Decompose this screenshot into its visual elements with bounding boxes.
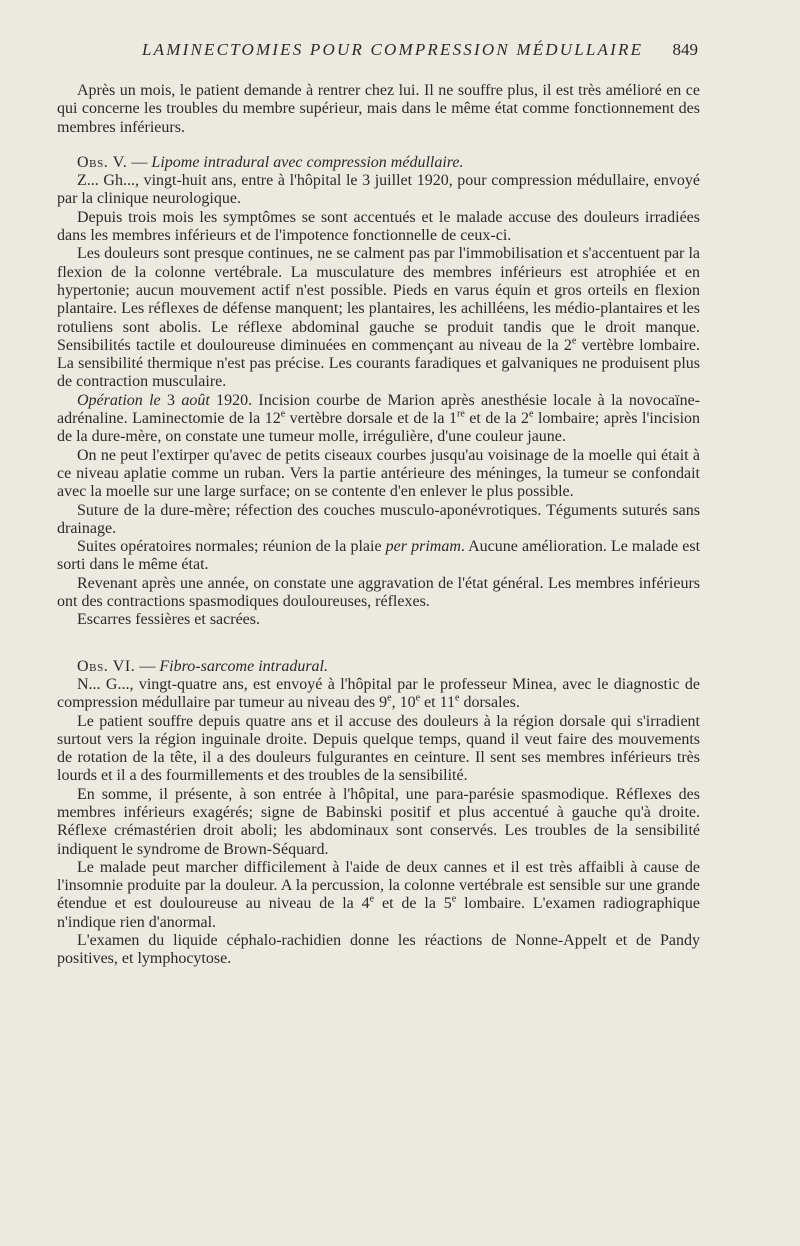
aftercare-latin-term: per primam — [385, 538, 461, 556]
operation-text-2: vertèbre dorsale et de la 1 — [285, 410, 457, 428]
examination-text: Les douleurs sont presque continues, ne se calment pas par l'immobilisation et s'accentuent par la flexion de la colonne vertébrale. La musculature des membres inférieurs est atrophiée et en hypertonie; aucun mouvement actif n'est possible. Pieds en varus équin et gros orteils en flexion plantaire. Les réflexes de défense manquent; les plantaires, les achilléens, les médio-plantaires et les rotuliens sont abolis. Le réflexe abdominal gauche se produit tandis que le droit manque. Sensibilités tactile et douloureuse diminuées en commençant au niveau de la — [57, 245, 700, 354]
operation-month: août — [181, 391, 210, 409]
paragraph-obs5-aftercare — [57, 538, 700, 575]
paragraph-obs5-admission: Z... Gh..., vingt-huit ans, entre à l'hôpital le 3 juillet 1920, pour compression médullaire, envoyé par la clinique neurologique. — [57, 172, 700, 208]
obs6-admission-superscript-3: e — [454, 692, 460, 704]
aftercare-text-2: . Aucune amélioration. Le malade est sorti dans le même état. — [57, 538, 701, 574]
obs6-admission-superscript-1: e — [387, 692, 392, 704]
examination-vertebra-superscript: e — [571, 335, 577, 347]
examination-text-end: vertèbre lombaire. La sensibilité thermique n'est pas précise. Les courants faradiques et galvaniques ne produisent plus de contraction musculaire. — [57, 336, 700, 391]
paragraph-obs5-examination — [57, 245, 700, 391]
paragraph-obs5-operation — [57, 392, 700, 447]
paragraph-obs5-suture: Suture de la dure-mère; réfection des couches musculo-aponévrotiques. Téguments suturés sans drainage. — [57, 501, 700, 537]
obs6-admission-text-2: , 10 — [391, 694, 416, 712]
paragraph-obs5-symptoms: Depuis trois mois les symptômes se sont accentués et le malade accuse des douleurs irradiées dans les membres inférieurs et de l'impotence fonctionnelle de ceux-ci. — [57, 208, 700, 245]
body-text — [57, 82, 700, 969]
obs6-admission-text-4: dorsales. — [459, 694, 520, 712]
operation-superscript-3: e — [528, 408, 534, 420]
observation-6-title: Fibro-sarcome intradural. — [159, 657, 328, 675]
observation-5-heading — [57, 154, 700, 172]
obs6-admission-text-3: et 11 — [420, 694, 455, 712]
percussion-text-1: Le malade peut marcher difficilement à l'aide de deux cannes et il est très affaibli à cause de l'insomnie produite par la douleur. A la percussion, la colonne vertébrale est sensible sur une grande étendue et est douloureuse au niveau de la 4 — [57, 858, 700, 913]
operation-superscript-1: e — [280, 408, 286, 420]
running-head: LAMINECTOMIES POUR COMPRESSION MÉDULLAIRE — [142, 40, 644, 59]
examination-vertebra-number: 2 — [563, 336, 572, 354]
obs6-admission-superscript-2: e — [415, 692, 421, 704]
paragraph-obs5-eschars: Escarres fessières et sacrées. — [77, 611, 261, 629]
page-number: 849 — [672, 40, 698, 59]
observation-6-label: Obs. VI. — [77, 657, 136, 675]
observation-5-title: Lipome intradural avec compression médullaire. — [151, 153, 464, 171]
paragraph-discharge: Après un mois, le patient demande à rentrer chez lui. Il ne souffre plus, il est très amélioré en ce qui concerne les troubles du membre supérieur, mais dans le même état comme fonctionnement des membres inférieurs. — [57, 82, 700, 136]
operation-text-4: lombaire; après l'incision de la dure-mère, on constate une tumeur molle, irrégulière, d'une couleur jaune. — [57, 410, 701, 446]
observation-6-heading — [57, 658, 700, 676]
paragraph-obs6-summary: En somme, il présente, à son entrée à l'hôpital, une para-parésie spasmodique. Réflexes des membres inférieurs exagérés; signe de Babinski positif et plus accentué à gauche qu'à droite. Réflexe crémastérien droit aboli; les abdominaux sont conservés. Les troubles de la sensibilité indiquent le syndrome de Brown-Séquard. — [57, 785, 700, 858]
observation-5-label: Obs. V. — [77, 153, 128, 171]
observation-6-dash: — — [135, 657, 160, 675]
operation-superscript-2: re — [456, 408, 465, 420]
observation-5-dash: — — [127, 153, 152, 171]
percussion-superscript-1: e — [369, 894, 375, 906]
percussion-superscript-2: e — [451, 894, 457, 906]
paragraph-obs5-return: Revenant après une année, on constate une aggravation de l'état général. Les membres inférieurs ont des contractions spasmodiques douloureuses, réflexes. — [57, 574, 700, 611]
operation-day: 3 — [160, 391, 182, 409]
operation-text-1: 1920. Incision courbe de Marion après anesthésie locale à la novocaïne-adrénaline. Laminectomie de la 12 — [57, 391, 701, 428]
paragraph-obs5-extirpation: On ne peut l'extirper qu'avec de petits ciseaux courbes jusqu'au voisinage de la moelle qui était à ce niveau aplatie comme un ruban. Vers la partie antérieure des méninges, la tumeur se confondait avec la moelle sur une large surface; on se contente d'en enlever le plus possible. — [57, 446, 700, 501]
page-header — [120, 40, 700, 68]
aftercare-text-1: Suites opératoires normales; réunion de la plaie — [77, 538, 386, 556]
obs6-admission-text-1: N... G..., vingt-quatre ans, est envoyé à l'hôpital par le professeur Minea, avec le diagnostic de compression médullaire par tumeur au niveau des 9 — [57, 675, 700, 712]
percussion-text-3: lombaire. L'examen radiographique n'indique rien d'anormal. — [57, 895, 700, 931]
paragraph-obs6-history: Le patient souffre depuis quatre ans et il accuse des douleurs à la région dorsale qui s'irradient surtout vers la région inguinale droite. Depuis quelque temps, quand il veut faire des mouvements de rotation de la tête, il a des douleurs fulgurantes en ceinture. Il sent ses membres inférieurs très lourds et il a des fourmillements et des troubles de la sensibilité. — [57, 712, 700, 785]
paragraph-obs6-percussion — [57, 859, 700, 932]
paragraph-obs6-csf: L'examen du liquide céphalo-rachidien donne les réactions de Nonne-Appelt et de Pandy positives, et lymphocytose. — [57, 932, 700, 968]
percussion-text-2: et de la 5 — [374, 895, 452, 913]
paragraph-obs6-admission — [57, 676, 700, 713]
operation-label: Opération le — [77, 391, 161, 409]
operation-text-3: et de la 2 — [464, 410, 529, 428]
